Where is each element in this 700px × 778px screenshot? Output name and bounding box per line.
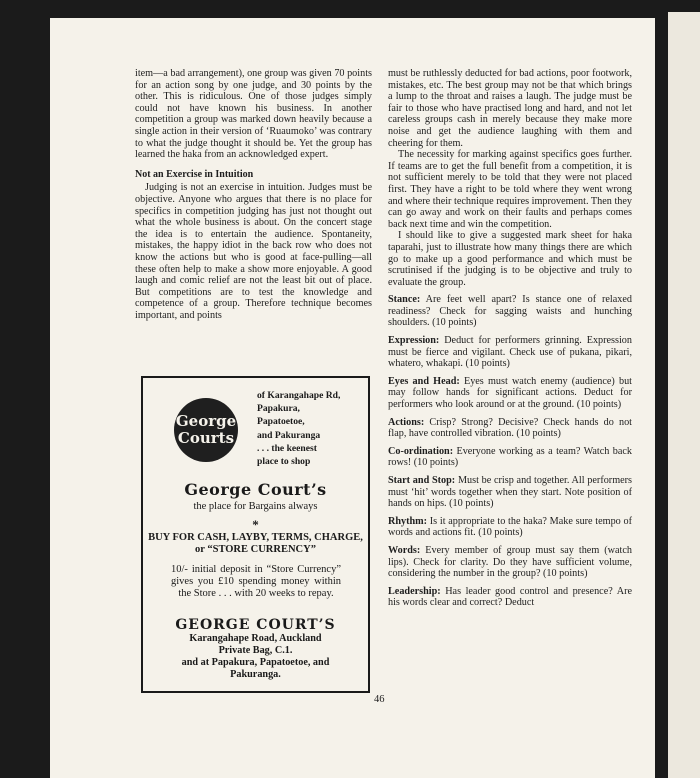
store-name-caps: GEORGE COURT’S xyxy=(175,617,336,633)
tagline: the place for Bargains always xyxy=(193,501,318,512)
address-line: and at Papakura, Papatoetoe, and xyxy=(181,657,330,668)
criterion-term: Actions: xyxy=(388,416,425,428)
paragraph: The necessity for marking against specifics goes further. If teams are to get the full benefit from a competition, it is not sufficient merely to be told that they were not placed first. They have a right to be told where they went wrong and where their technique requires improvement. Then they can go away and work on their faults and perhaps comes back next time and win the competition. xyxy=(388,149,632,230)
paragraph: must be ruthlessly deducted for bad actions, poor footwork, mistakes, etc. The best group may not be that which brings a lump to the throat and raises a laugh. The judge must be fair to those who have practised long and hard, and not let careless groups cash in merely because they make more noise and get the audience laughing with them and cheering for them. xyxy=(388,68,632,149)
paragraph: Judging is not an exercise in intuition. Judges must be objective. Anyone who argues that there is no place for specifics in competition judging has just not thought out what the whole business is about. On the concert stage the idea is to entertain the audience. Spontaneity, mistakes, the happy idiot in the back row who does not know the actions but who is good at face-pulling—all these often help to make a show more enjoyable. A good laugh and comic relief are not the least bit out of place. But competitions are to test the knowledge and competence of a group. Therefore technique becomes important, and points xyxy=(135,182,372,321)
criterion-text: Deduct for performers grinning. Expression must be fierce and vigilant. Check use of pukana, pikari, whatero, whakapi. (10 points) xyxy=(388,335,632,370)
star-divider: * xyxy=(252,517,259,532)
paragraph: item—a bad arrangement), one group was given 70 points for an action song by one judge, and 30 points by the other. This is ridiculous. One of those judges simply could not have known his business. In another competition a group was marked down heavily because a single action in their version of ‘Ruaumoko’ was contrary to what the judge thought it should be. Yet the group has learned the haka from an acknowledged expert. xyxy=(135,68,372,161)
criterion-term: Leadership: xyxy=(388,585,441,597)
section-heading: Not an Exercise in Intuition xyxy=(135,168,254,180)
address-line: Pakuranga. xyxy=(230,669,281,680)
criterion-text: Are feet well apart? Is stance one of relaxed readiness? Check for sagging waists and hunching shoulders. (10 points) xyxy=(388,294,632,329)
criterion-text: Everyone working as a team? Watch back rows! (10 points) xyxy=(388,445,632,469)
criterion-leadership xyxy=(388,586,632,609)
criterion-term: Start and Stop: xyxy=(388,475,456,486)
criterion-term: Words: xyxy=(388,544,421,556)
criterion-eyes-and-head xyxy=(388,376,632,411)
criterion-text: Is it appropriate to the haka? Make sure tempo of words and actions fit. (10 points) xyxy=(388,515,632,539)
criterion-expression xyxy=(388,335,632,370)
location-line: . . . the keenest xyxy=(257,442,317,454)
location-line: place to shop xyxy=(257,456,311,468)
criterion-text: Has leader good control and presence? Are his words clear and correct? Deduct xyxy=(388,585,632,609)
criterion-rhythm xyxy=(388,516,632,539)
criterion-stance xyxy=(388,294,632,329)
criterion-term: Rhythm: xyxy=(388,515,428,527)
criterion-term: Co-ordination: xyxy=(388,445,454,457)
criterion-co-ordination xyxy=(388,446,632,469)
criterion-text: Must be crisp and together. All performers must ‘hit’ words together when they start. Note position of hands on hips. (10 points) xyxy=(388,475,632,510)
payment-options: BUY FOR CASH, LAYBY, TERMS, CHARGE, or “STORE CURRENCY” xyxy=(148,532,363,555)
left-text-column xyxy=(135,68,372,321)
criterion-term: Eyes and Head: xyxy=(388,375,460,387)
next-page-edge xyxy=(668,12,700,778)
paragraph: I should like to give a suggested mark sheet for haka taparahi, just to illustrate how many things there are which go to make up a good performance and which must be scrutinised if the judging is to be objective and truly to evaluate the group. xyxy=(388,230,632,288)
criterion-text: Every member of group must say them (watch lips). Check for clarity. Do they have sufficient volume, considering the number in the group? (10 points) xyxy=(388,544,632,580)
location-line: and Pakuranga xyxy=(257,429,321,441)
logo-text: George xyxy=(175,412,237,430)
right-text-column xyxy=(388,68,632,609)
criterion-start-and-stop xyxy=(388,475,632,510)
location-line: Papatoetoe, xyxy=(257,416,305,428)
criterion-term: Expression: xyxy=(388,335,440,347)
george-courts-advertisement xyxy=(141,376,370,693)
location-line: of Karangahape Rd, xyxy=(257,390,341,401)
store-address xyxy=(143,633,368,681)
logo-text: Courts xyxy=(177,429,235,447)
criterion-text: Crisp? Strong? Decisive? Check hands do not flap, have controlled vibration. (10 points) xyxy=(388,416,632,440)
store-locations xyxy=(257,389,367,468)
criterion-words xyxy=(388,545,632,580)
store-logo xyxy=(174,398,238,462)
criterion-text: Eyes must watch enemy (audience) but may follow hands for significant actions. Deduct for performers who look around or at the ground. (10 points) xyxy=(388,375,632,411)
location-line: Papakura, xyxy=(257,403,300,415)
address-line: Karangahape Road, Auckland xyxy=(189,633,322,644)
address-line: Private Bag, C.1. xyxy=(218,645,293,656)
criterion-actions xyxy=(388,417,632,440)
store-name: George Court’s xyxy=(184,480,327,499)
criterion-term: Stance: xyxy=(388,294,421,306)
deposit-offer: 10/- initial deposit in “Store Currency” gives you £10 spending money within the Store . . . with 20 weeks to repay. xyxy=(171,564,341,599)
page-number: 46 xyxy=(374,694,385,705)
